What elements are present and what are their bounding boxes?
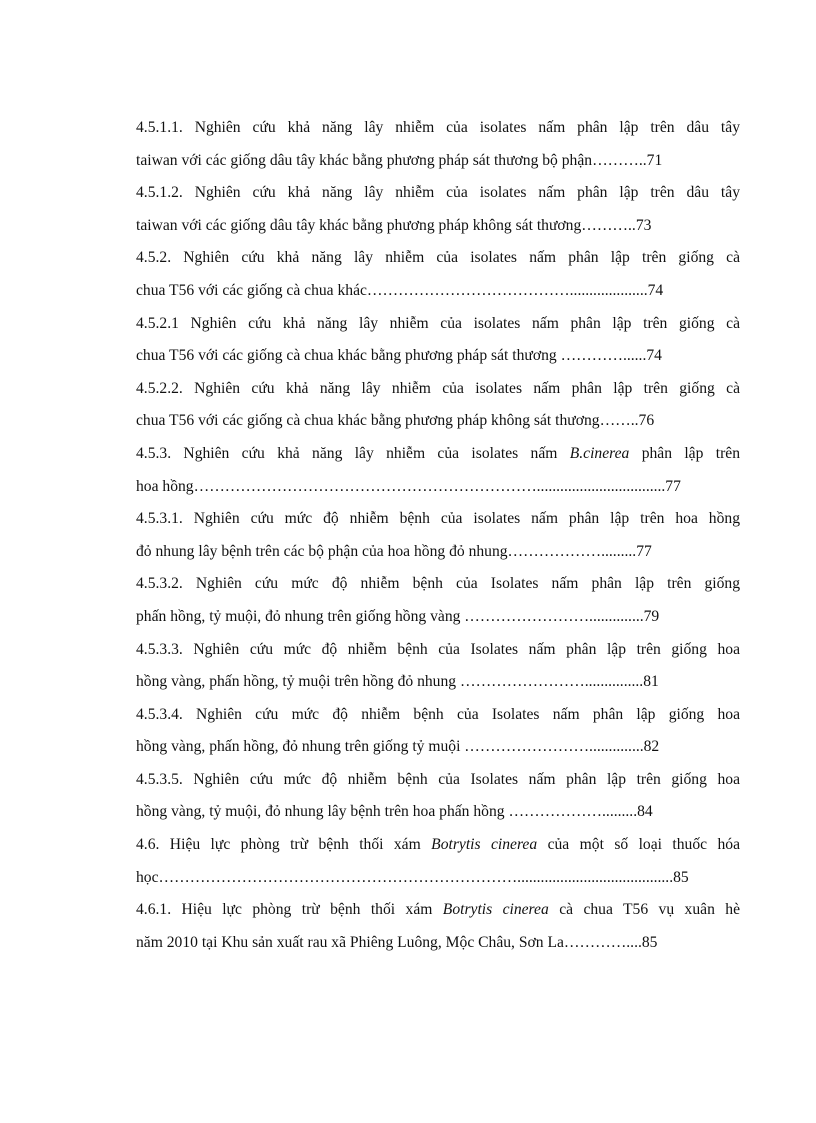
toc-entry-title-line-page: chua T56 với các giống cà chua khác bằng phương pháp sát thương …………......74 (136, 347, 662, 365)
toc-entry-title-line: 4.5.3.2. Nghiên cứu mức độ nhiễm bệnh của Isolates nấm phân lập trên giống (136, 575, 740, 593)
toc-entry-title-line: 4.5.2. Nghiên cứu khả năng lây nhiễm của isolates nấm phân lập trên giống cà (136, 249, 740, 267)
toc-entry-title-line-page: hồng vàng, phấn hồng, tỷ muội trên hồng đỏ nhung ……………………...............81 (136, 673, 659, 691)
toc-entry-title-line: 4.5.1.2. Nghiên cứu khả năng lây nhiễm của isolates nấm phân lập trên dâu tây (136, 184, 740, 202)
toc-entry-title-line-page: taiwan với các giống dâu tây khác bằng phương pháp không sát thương………..73 (136, 216, 652, 234)
toc-title-species: Botrytis cinerea (442, 901, 549, 919)
toc-entry-4-5-1-1[interactable] (136, 112, 740, 177)
toc-entry-4-5-3[interactable] (136, 438, 740, 503)
toc-entry-title-line-page: năm 2010 tại Khu sản xuất rau xã Phiêng Luông, Mộc Châu, Sơn La…………....85 (136, 933, 658, 951)
toc-entry-title-line-page: taiwan với các giống dâu tây khác bằng phương pháp sát thương bộ phận………..71 (136, 151, 663, 169)
toc-entry-4-5-2-1[interactable] (136, 308, 740, 373)
toc-entry-4-6-1[interactable] (136, 894, 740, 959)
toc-entry-4-5-2-2[interactable] (136, 373, 740, 438)
toc-entry-title-line: 4.5.1.1. Nghiên cứu khả năng lây nhiễm của isolates nấm phân lập trên dâu tây (136, 119, 740, 136)
toc-entry-title-line-page: học……………………………………………………………........................................85 (136, 868, 689, 886)
toc-entry-title-line (136, 829, 740, 862)
toc-entry-title-line: 4.5.2.2. Nghiên cứu khả năng lây nhiễm của isolates nấm phân lập trên giống cà (136, 379, 740, 397)
toc-entry-title-line-page: chua T56 với các giống cà chua khác bằng phương pháp không sát thương……..76 (136, 412, 655, 430)
toc-entry-4-6[interactable] (136, 829, 740, 894)
toc-title-text: cà chua T56 vụ xuân hè (548, 901, 740, 919)
toc-title-species: Botrytis cinerea (431, 836, 538, 854)
toc-title-text: 4.6.1. Hiệu lực phòng trừ bệnh thối xám (136, 901, 443, 919)
toc-entry-title-line-page: hoa hồng………………………………………………………….................................77 (136, 477, 681, 495)
toc-entry-4-5-3-3[interactable] (136, 634, 740, 699)
toc-entry-4-5-1-2[interactable] (136, 177, 740, 242)
toc-entry-title-line: 4.5.2.1 Nghiên cứu khả năng lây nhiễm của isolates nấm phân lập trên giống cà (136, 314, 740, 332)
toc-title-text: 4.6. Hiệu lực phòng trừ bệnh thối xám (136, 836, 432, 854)
toc-entry-title-line-page: đỏ nhung lây bệnh trên các bộ phận của hoa hồng đỏ nhung……………….........77 (136, 542, 652, 560)
toc-entry-4-5-3-4[interactable] (136, 699, 740, 764)
toc-entry-title-line-page: hồng vàng, tỷ muội, đỏ nhung lây bệnh trên hoa phấn hồng ……………….........84 (136, 803, 653, 821)
toc-title-species: B.cinerea (569, 444, 630, 462)
toc-entry-title-line-page: hồng vàng, phấn hồng, đỏ nhung trên giống tỷ muội ……………………..............82 (136, 738, 660, 756)
toc-entry-title-line: 4.5.3.3. Nghiên cứu mức độ nhiễm bệnh của Isolates nấm phân lập trên giống hoa (136, 640, 740, 658)
toc-entry-4-5-2[interactable] (136, 242, 740, 307)
toc-title-text: 4.5.3. Nghiên cứu khả năng lây nhiễm của isolates nấm (136, 444, 570, 462)
toc-entry-4-5-3-2[interactable] (136, 568, 740, 633)
toc-entry-title-line: 4.5.3.4. Nghiên cứu mức độ nhiễm bệnh của Isolates nấm phân lập giống hoa (136, 705, 740, 723)
toc-entry-title-line (136, 438, 740, 471)
toc-entry-title-line-page: chua T56 với các giống cà chua khác…………………………………....................74 (136, 281, 664, 299)
table-of-contents (136, 112, 740, 959)
toc-entry-title-line (136, 894, 740, 927)
toc-title-text: phân lập trên (629, 444, 740, 462)
toc-entry-4-5-3-5[interactable] (136, 764, 740, 829)
toc-entry-4-5-3-1[interactable] (136, 503, 740, 568)
toc-entry-title-line: 4.5.3.5. Nghiên cứu mức độ nhiễm bệnh của Isolates nấm phân lập trên giống hoa (136, 770, 740, 788)
toc-title-text: của một số loại thuốc hóa (537, 836, 740, 854)
toc-entry-title-line-page: phấn hồng, tỷ muội, đỏ nhung trên giống hồng vàng ……………………..............79 (136, 607, 660, 625)
toc-entry-title-line: 4.5.3.1. Nghiên cứu mức độ nhiễm bệnh của isolates nấm phân lập trên hoa hồng (136, 510, 740, 528)
